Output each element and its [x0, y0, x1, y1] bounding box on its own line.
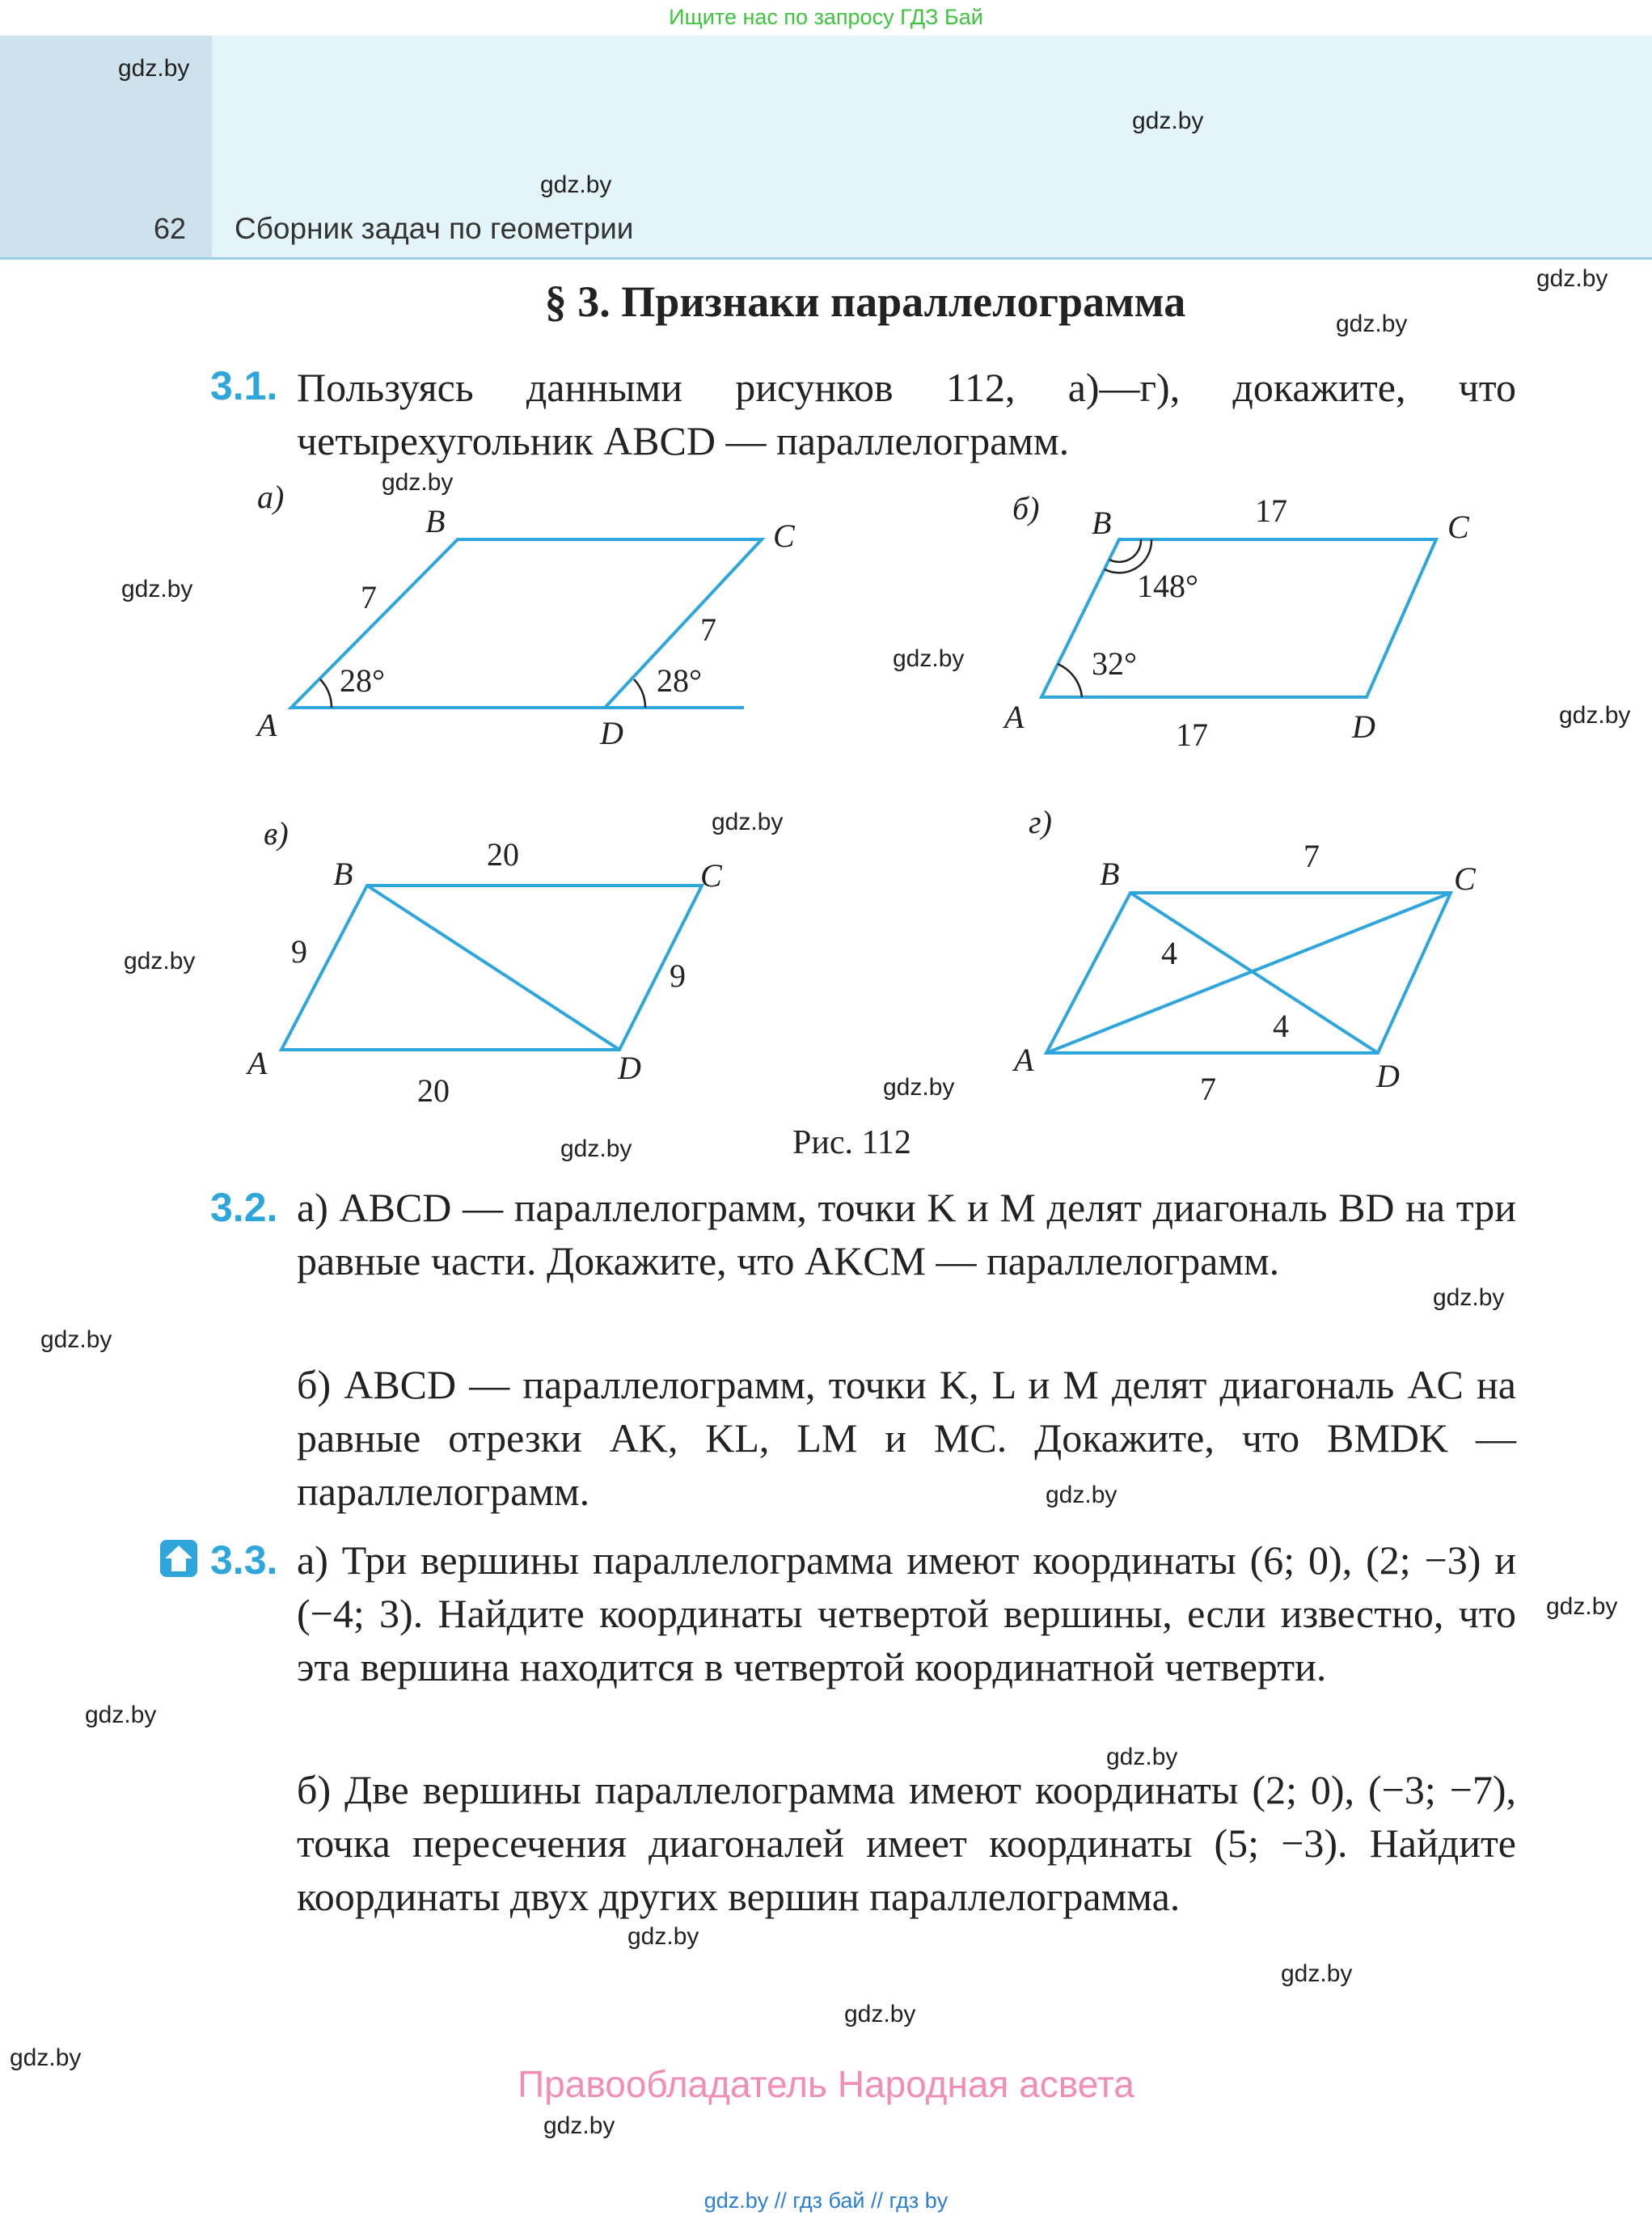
vertex-label: B [1092, 505, 1112, 541]
watermark: gdz.by [124, 948, 196, 975]
task-text-part-b: б) Две вершины параллелограмма имеют координаты (2; 0), (−3; −7), точка пересечения диагоналей имеет координаты (5; −3). Найдите координаты двух других вершин параллелограмма. [297, 1767, 1516, 1919]
watermark: gdz.by [1281, 1960, 1353, 1987]
watermark: gdz.by [1132, 108, 1204, 134]
watermark: gdz.by [85, 1702, 157, 1728]
watermark: gdz.by [118, 55, 190, 82]
vertex-label: D [600, 715, 623, 751]
side-label: 17 [1255, 493, 1287, 529]
watermark: gdz.by [40, 1326, 112, 1353]
watermark: gdz.by [121, 576, 193, 603]
vertex-label: A [1014, 1042, 1034, 1078]
footer-links[interactable]: gdz.by // гдз бай // гдз by [703, 2188, 949, 2213]
figure-caption: Рис. 112 [792, 1124, 911, 1161]
angle-label: 28° [657, 662, 702, 699]
angle-label: 32° [1092, 645, 1137, 682]
figure-label: а) [257, 479, 285, 515]
angle-label: 148° [1137, 568, 1198, 604]
side-label: 7 [1303, 838, 1320, 874]
vertex-label: A [247, 1045, 268, 1081]
side-label: 9 [291, 933, 307, 970]
vertex-label: B [425, 503, 446, 539]
side-label: 20 [487, 836, 519, 873]
angle-arc-d [634, 679, 645, 708]
side-label: 20 [417, 1072, 450, 1109]
side-label: 17 [1176, 717, 1208, 753]
vertex-label: A [257, 707, 277, 743]
top-banner[interactable]: Ищите нас по запросу ГДЗ Бай [669, 5, 983, 29]
watermark: gdz.by [1536, 265, 1608, 292]
watermark: gdz.by [844, 2001, 916, 2027]
page-number: 62 [154, 212, 187, 245]
watermark: gdz.by [543, 2112, 615, 2139]
segment-label: 4 [1273, 1008, 1289, 1044]
vertex-label: D [618, 1050, 641, 1086]
segment-label: 4 [1161, 935, 1177, 971]
side-label: 7 [361, 579, 377, 615]
copyright-notice: Правообладатель Народная асвета [518, 2063, 1134, 2105]
watermark: gdz.by [883, 1074, 955, 1101]
watermark: gdz.by [1433, 1284, 1505, 1311]
watermark: gdz.by [382, 469, 454, 496]
angle-arc-a [320, 679, 332, 708]
side-label: 7 [1200, 1071, 1216, 1107]
diagonal-g-bd [1130, 893, 1378, 1053]
task-text-part-a: а) ABCD — параллелограмм, точки K и M делят диагональ BD на три равные части. Докажите, что AKCM — параллелограмм. [297, 1185, 1516, 1283]
vertex-label: B [1100, 856, 1120, 892]
vertex-label: C [1454, 860, 1476, 897]
watermark: gdz.by [1336, 311, 1408, 337]
figure-label: б) [1012, 490, 1040, 526]
task-text-part-b: б) ABCD — параллелограмм, точки K, L и M делят диагональ AC на равные отрезки AK, KL, LM и MC. Докажите, что BMDK — параллелограмм. [297, 1362, 1516, 1514]
watermark: gdz.by [627, 1923, 699, 1950]
task-number: 3.3. [210, 1537, 278, 1583]
watermark: gdz.by [712, 809, 784, 835]
home-icon[interactable] [158, 1538, 199, 1579]
watermark: gdz.by [1106, 1744, 1178, 1770]
side-label: 9 [670, 958, 686, 994]
angle-label: 28° [340, 662, 385, 699]
figure-label: в) [264, 815, 289, 852]
task-text-part-a: а) Три вершины параллелограмма имеют координаты (6; 0), (2; −3) и (−4; 3). Найдите координаты четвертой вершины, если известно, что эта вершина находится в четвертой координатной четверти. [297, 1537, 1516, 1689]
vertex-label: C [700, 857, 722, 894]
watermark: gdz.by [1559, 702, 1631, 729]
vertex-label: C [1447, 509, 1469, 545]
watermark: gdz.by [893, 645, 965, 672]
watermark: gdz.by [560, 1135, 632, 1162]
task-text: Пользуясь данными рисунков 112, а)—г), докажите, что четырехугольник ABCD — параллелограмм. [297, 365, 1516, 463]
watermark: gdz.by [1546, 1593, 1618, 1620]
watermark: gdz.by [10, 2044, 82, 2071]
angle-arc-b-a [1058, 664, 1082, 697]
book-title: Сборник задач по геометрии [234, 212, 634, 245]
figure-label: г) [1029, 804, 1052, 840]
vertex-label: D [1376, 1058, 1400, 1094]
task-number: 3.2. [210, 1185, 278, 1230]
watermark: gdz.by [1046, 1482, 1118, 1508]
task-number: 3.1. [210, 363, 278, 408]
vertex-label: D [1352, 708, 1375, 745]
vertex-label: C [773, 518, 795, 554]
vertex-label: B [333, 856, 353, 892]
section-title: § 3. Признаки параллелограмма [544, 277, 1186, 326]
diagonal-v [367, 886, 619, 1050]
vertex-label: A [1004, 699, 1025, 735]
side-label: 7 [700, 611, 716, 648]
watermark: gdz.by [540, 171, 612, 198]
